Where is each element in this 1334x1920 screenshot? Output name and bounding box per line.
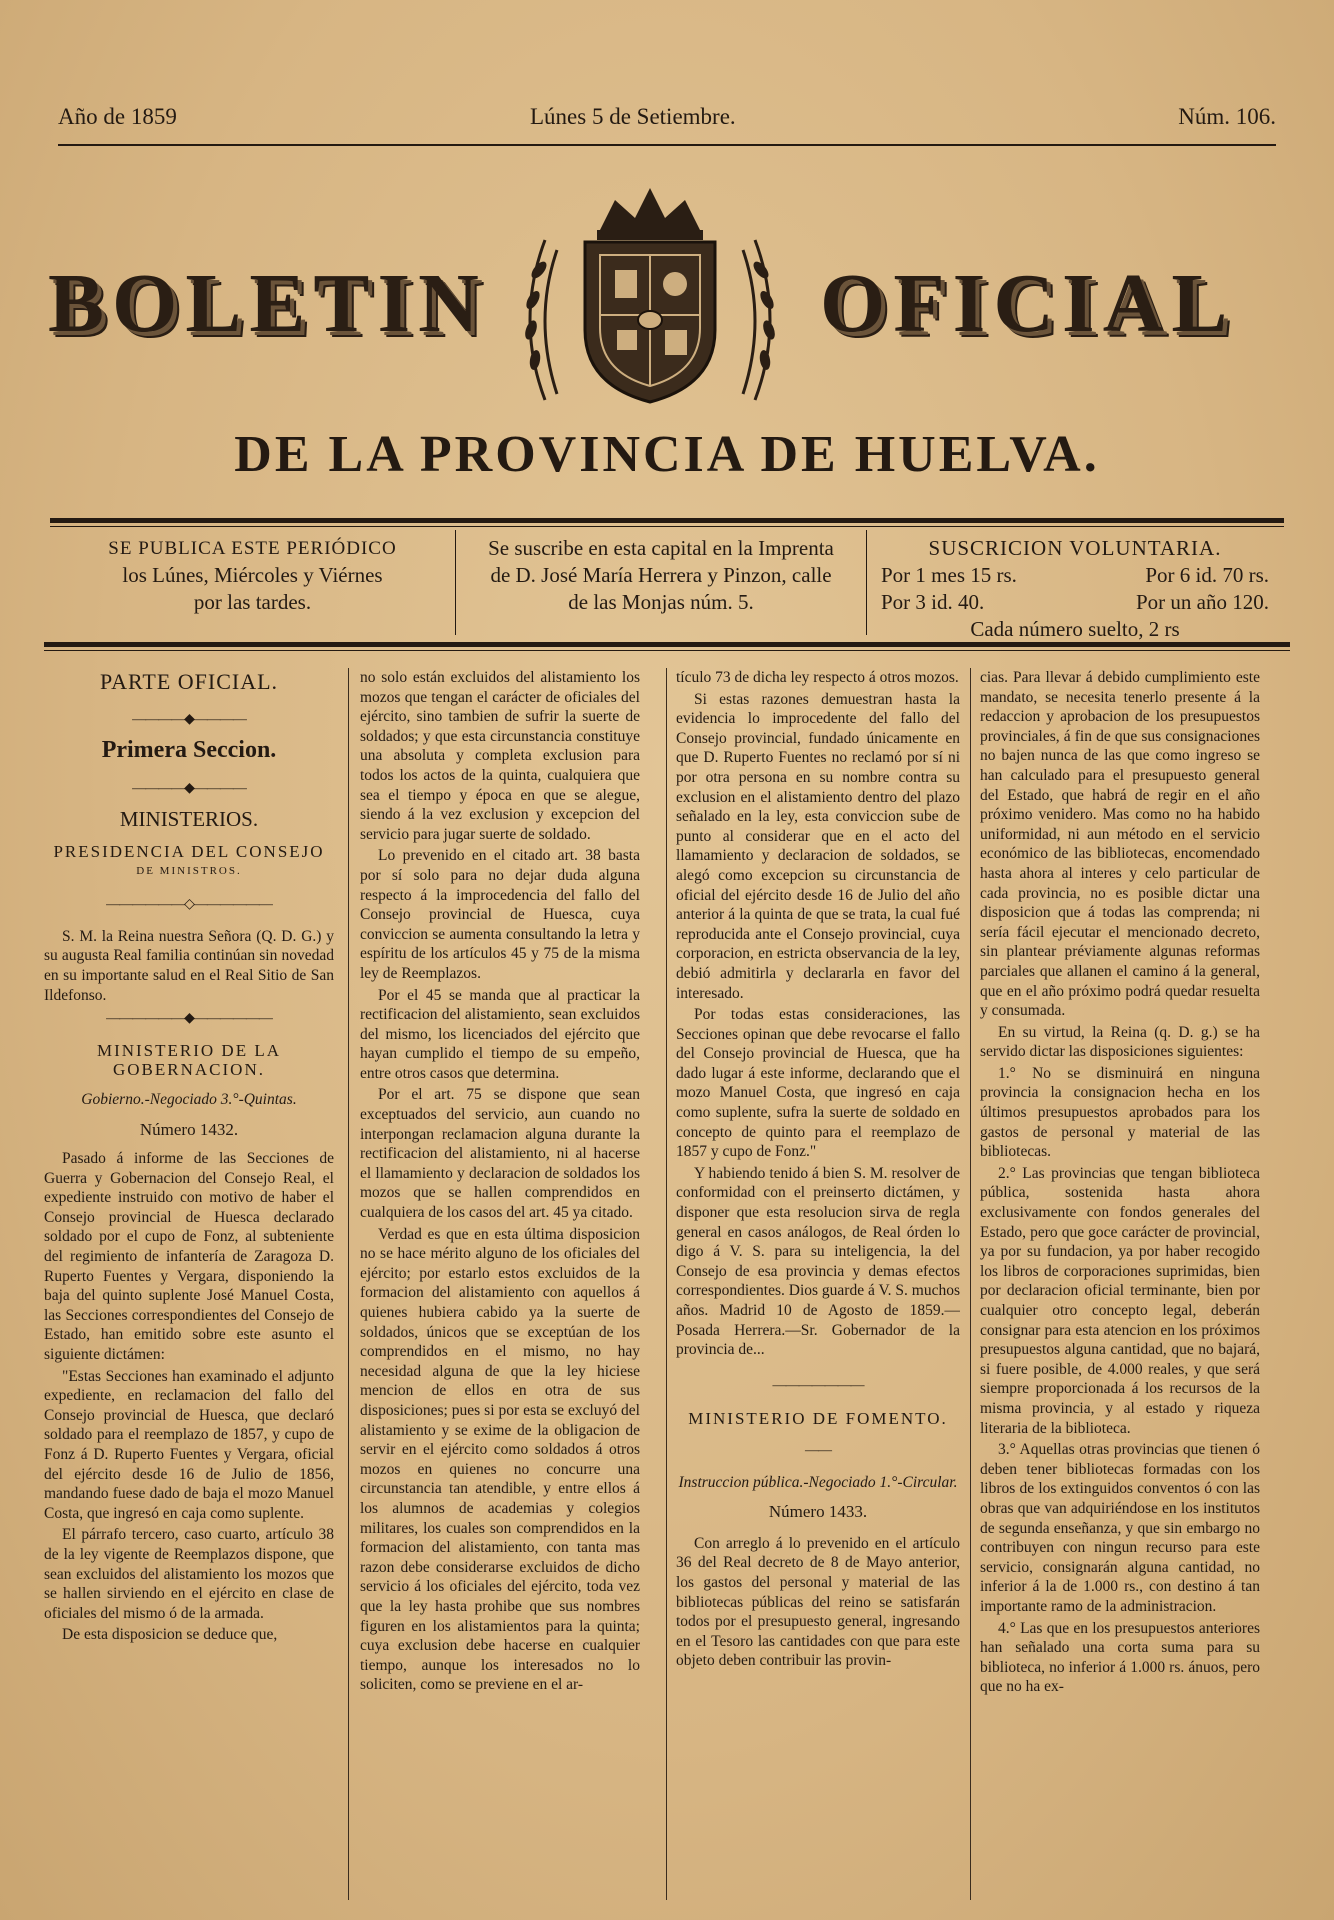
presidencia-heading: PRESIDENCIA DEL CONSEJO	[53, 841, 325, 861]
paragraph: cias. Para llevar á debido cumplimiento este mandato, se necesita tenerlo presente á la redaccion y aprobacion de los presupuestos provinciales, á fin de que sus consignaciones no bajen nunca de las que como ingreso se han calculado para el presupuesto general del Estado, que habrá de regir en el año próximo venidero. Mas como no ha habido uniformidad, ni aun método en el servicio económico de las bibliotecas, encomendado hasta ahora al interes y celo particular de cada provincia, no es posible dictar una disposicion que á todas las comprenda; ni sería fácil ejecutar el mencionado decreto, sin plantear préviamente algunas reformas parciales que allanen el camino á la general, que en el año próximo podrá quedar resuelta y consumada.	[980, 669, 1260, 1020]
date-label: Lúnes 5 de Setiembre.	[530, 104, 736, 129]
paragraph: De esta disposicion se deduce que,	[62, 1626, 278, 1644]
paragraph: Por el 45 se manda que al practicar la rectificacion del alistamiento, sean excluidos del mismo, los licenciados del ejército que hayan cumplido el tiempo de su empeño, entre otros casos que determina.	[360, 986, 640, 1082]
masthead-rule	[50, 518, 1284, 523]
paragraph: no solo están excluidos del alistamiento los mozos que tengan el carácter de oficiales del ejército, sino tambien de sufrir la suerte de soldados; y que esta circunstancia constituye una absoluta y completa exclusion para todos los actos de la quinta, cualquiera que sea el tiempo y época en que se alegue, siendo á la vez exclusion y excepcion del servicio para jugar suerte de soldado.	[360, 669, 640, 843]
ornament-divider: ――――◆――――	[132, 780, 246, 796]
ornament-divider: ――――――◆――――――	[106, 1011, 272, 1027]
top-line	[58, 100, 1276, 130]
price-3-months: Por 3 id. 40.	[881, 590, 985, 614]
column-2	[360, 668, 640, 1900]
ministerios-heading: MINISTERIOS.	[119, 807, 259, 832]
paragraph: 3.° Aquellas otras provincias que tienen ó deben tener bibliotecas formadas con los libros de los extinguidos conventos ó con las obras que van adquiriéndose en los institutos de segunda enseñanza, y que sin embargo no contribuyen con ningun recurso para este servicio, consignarán alguna cantidad, no inferior á la de 1.000 rs., con destino á tan importante ramo de la administracion.	[980, 1441, 1260, 1615]
paragraph: El párrafo tercero, caso cuarto, artículo 38 de la ley vigente de Reemplazos dispone, que sean excluidos del alistamiento los mozos que se hallen sirviendo en el ejército en clase de oficiales del mismo ó de la armada.	[44, 1526, 334, 1622]
subscription-notice	[462, 535, 860, 616]
columns-top-rule	[44, 642, 1290, 647]
columns-top-rule-thin	[44, 650, 1290, 651]
subscription-line-2: de D. José María Herrera y Pinzon, calle	[490, 563, 832, 587]
paragraph: Con arreglo á lo prevenido en el artículo 36 del Real decreto de 8 de Mayo anterior, los gastos del personal y material de las bibliotecas públicas del reino se satisfarán todos por el presupuesto general, ingresando en el Tesoro las cantidades con que para este objeto deben contribuir las provin-	[676, 1534, 960, 1670]
paragraph: 1.° No se disminuirá en ninguna provincia la consignacion hecha en los últimos presupuestos aprobados para los gastos de personal y material de las bibliotecas.	[980, 1064, 1260, 1161]
year-label: Año de 1859	[58, 104, 177, 129]
masthead-right-word: OFICIAL	[820, 257, 1236, 350]
paragraph: Por todas estas consideraciones, las Secciones opinan que debe revocarse el fallo del Consejo provincial de Huesca, que ha dado lugar á este informe, declarando que el mozo Manuel Costa, que ingresó en caja como suplente, sufra la suerte de soldado en concepto de quinto para el reemplazo de 1857 y cupo de Fonz."	[676, 1006, 960, 1161]
info-divider-1	[455, 530, 456, 635]
paragraph: 4.° Las que en los presupuestos anteriores han señalado una corta suma para su biblioteca, no inferior á 1.000 rs. ánuos, pero que no ha ex-	[980, 1619, 1260, 1696]
column-divider-2	[666, 668, 667, 1900]
masthead-rule-thin	[50, 526, 1284, 527]
paragraph: Pasado á informe de las Secciones de Guerra y Gobernacion del Consejo Real, el expediente instruido con motivo de haber el Consejo provincial de Huesca declarado soldado por el cupo de Fonz, al subteniente del regimiento de infantería de Zaragoza D. Ruperto Fuentes y Vergara, disponiendo la baja del quinto suplente José Manuel Costa, las Secciones correspondientes del Consejo de Estado, han emitido sobre este asunto el siguiente dictámen:	[44, 1150, 334, 1364]
column-1	[44, 668, 334, 1900]
paragraph: Por el art. 75 se dispone que sean exceptuados del servicio, aun cuando no interpongan reclamacion alguna durante la rectificacion del alistamiento, ni al hacerse el llamamiento y declaracion de soldados los mozos que se hallen comprendidos en cualquiera de los casos del art. 45 ya citado.	[360, 1086, 640, 1222]
negociado-label: Gobierno.-Negociado 3.°-Quintas.	[81, 1090, 297, 1108]
numero-1432: Número 1432.	[139, 1119, 239, 1139]
royal-health-notice: S. M. la Reina nuestra Señora (Q. D. G.) y su augusta Real familia continúan sin novedad en su importante salud en el Real Sitio de San Ildefonso.	[44, 927, 334, 1004]
paragraph: tículo 73 de dicha ley respecto á otros mozos.	[676, 669, 959, 686]
fomento-heading: MINISTERIO DE FOMENTO.	[688, 1409, 948, 1429]
column-divider-3	[970, 668, 971, 1900]
ornament-divider: ―――――――	[772, 1377, 864, 1393]
column-3	[676, 668, 960, 1900]
numero-1433: Número 1433.	[768, 1502, 868, 1522]
masthead-left-word: BOLETIN	[48, 257, 487, 350]
voluntary-title: SUSCRICION VOLUNTARIA.	[928, 536, 1222, 560]
ornament-divider: ――――――◇――――――	[106, 897, 272, 913]
parte-oficial-heading: PARTE OFICIAL.	[99, 669, 279, 694]
paragraph: Si estas razones demuestran hasta la evidencia lo improcedente del fallo del Consejo provincial, fundado únicamente en que D. Ruperto Fuentes no reclamó por sí ni por otra persona en su nombre contra su exclusion en el alistamiento dentro del plazo señalado en la ley, esta conviccion sube de punto al considerar que en el acto del llamamiento y declaracion de soldados, se alegó como excepcion su circunstancia de oficial del ejército desde 16 de Julio del año anterior á la quinta de que se trata, la cual fué reproducida ante el Consejo provincial, cuya corporacion, en estricta observancia de la ley, debió admitirla y declararla en favor del interesado.	[676, 690, 960, 1002]
info-divider-2	[866, 530, 867, 635]
publication-line-2: los Lúnes, Miércoles y Viérnes	[122, 563, 383, 587]
gobernacion-heading: MINISTERIO DE LA GOBERNACION.	[96, 1040, 282, 1080]
issue-number: Núm. 106.	[1178, 104, 1276, 129]
publication-line-1: SE PUBLICA ESTE PERIÓDICO	[108, 538, 397, 559]
subscription-line-3: de las Monjas núm. 5.	[568, 590, 754, 614]
single-issue-price: Cada número suelto, 2 rs	[970, 617, 1180, 641]
coat-of-arms-icon	[505, 180, 795, 412]
voluntary-subscription	[875, 535, 1275, 643]
primera-seccion-heading: Primera Seccion.	[101, 737, 277, 764]
instruccion-label: Instruccion pública.-Negociado 1.°-Circular.	[678, 1473, 958, 1491]
publication-notice	[80, 535, 425, 616]
paragraph: "Estas Secciones han examinado el adjunto expediente, en reclamacion del fallo del Consejo provincial de Huesca, que declaró soldado para el reemplazo de 1857, y cupo de Fonz á D. Ruperto Fuentes y Vergara, oficial del ejército desde 16 de Julio de 1856, mandando fuese dado de baja el mozo Manuel Costa, que ingresó en caja como suplente.	[44, 1367, 334, 1522]
subscription-line-1: Se suscribe en esta capital en la Imprenta	[488, 536, 834, 560]
paragraph: Y habiendo tenido á bien S. M. resolver de conformidad con el preinserto dictámen, y disponer que esta resolucion sirva de regla general en casos análogos, de Real órden lo digo á V. S. para su inteligencia, la del Consejo de esa provincia y demas efectos correspondientes. Dios guarde á V. S. muchos años. Madrid 10 de Agosto de 1859.—Posada Herrera.—Sr. Gobernador de la provincia de...	[676, 1164, 960, 1359]
price-6-months: Por 6 id. 70 rs.	[1145, 563, 1269, 587]
ornament-divider: ――――◆――――	[132, 711, 246, 727]
paragraph: Lo prevenido en el citado art. 38 basta por sí solo para no dejar duda alguna respecto á la improcedencia del fallo del Consejo provincial de Huesca, cuya conviccion se aumenta consultando la letra y espíritu de los artículos 45 y 75 de la misma ley de Reemplazos.	[360, 847, 640, 982]
masthead-subtitle: DE LA PROVINCIA DE HUELVA.	[234, 426, 1100, 483]
column-divider-1	[348, 668, 349, 1900]
de-ministros-heading: DE MINISTROS.	[136, 864, 242, 877]
paragraph: Verdad es que en esta última disposicion no se hace mérito alguno de los oficiales del ejército; por estarlo estos excluidos de la formacion del alistamiento con aquellos á quienes hubiera cabido ya la suerte de soldados, únicos que se exceptúan de los comprendidos en el mismo, no hay necesidad alguna de que la ley hiciese mencion de ellos en otra de sus disposiciones; pues si por esta se excluyó del alistamiento y se exime de la obligacion de servir en el ejército como soldados á otros mozos en quienes no concurre una circunstancia tan atendible, y entre ellos á los alumnos de academias y colegios militares, los cuales son comprendidos en la formacion del alistamiento, con tanta mas razon debe considerarse excluidos de dicho servicio á los oficiales del ejército, toda vez que la ley hasta prohibe que sus nombres figuren en los alistamientos para la quinta; cuya exclusion debe hacerse en cualquier tiempo, aunque los interesados no lo soliciten, como se previene en el ar-	[360, 1225, 640, 1694]
column-4	[980, 668, 1260, 1900]
top-rule	[58, 144, 1276, 146]
publication-line-3: por las tardes.	[193, 590, 312, 614]
paragraph: 2.° Las provincias que tengan biblioteca pública, sostenida hasta ahora exclusivamente con fondos generales del Estado, pero que goce carácter de provincial, ya por su fundacion, ya por haber recogido los libros de corporaciones suprimidas, bien por declaracion oficial terminante, bien por cualquier otro concepto legal, deberán consignar para esta atencion en los próximos presupuestos alguna cantidad, que no bajará, si fuere posible, de 4.000 reales, y que será siempre proporcionada á los recursos de la misma provincia, y al estado y riqueza literaria de la biblioteca.	[980, 1164, 1260, 1437]
ornament-divider: ――	[805, 1442, 831, 1458]
paragraph: En su virtud, la Reina (q. D. g.) se ha servido dictar las disposiciones siguientes:	[980, 1023, 1260, 1061]
price-1-month: Por 1 mes 15 rs.	[881, 563, 1017, 587]
price-1-year: Por un año 120.	[1136, 590, 1269, 614]
